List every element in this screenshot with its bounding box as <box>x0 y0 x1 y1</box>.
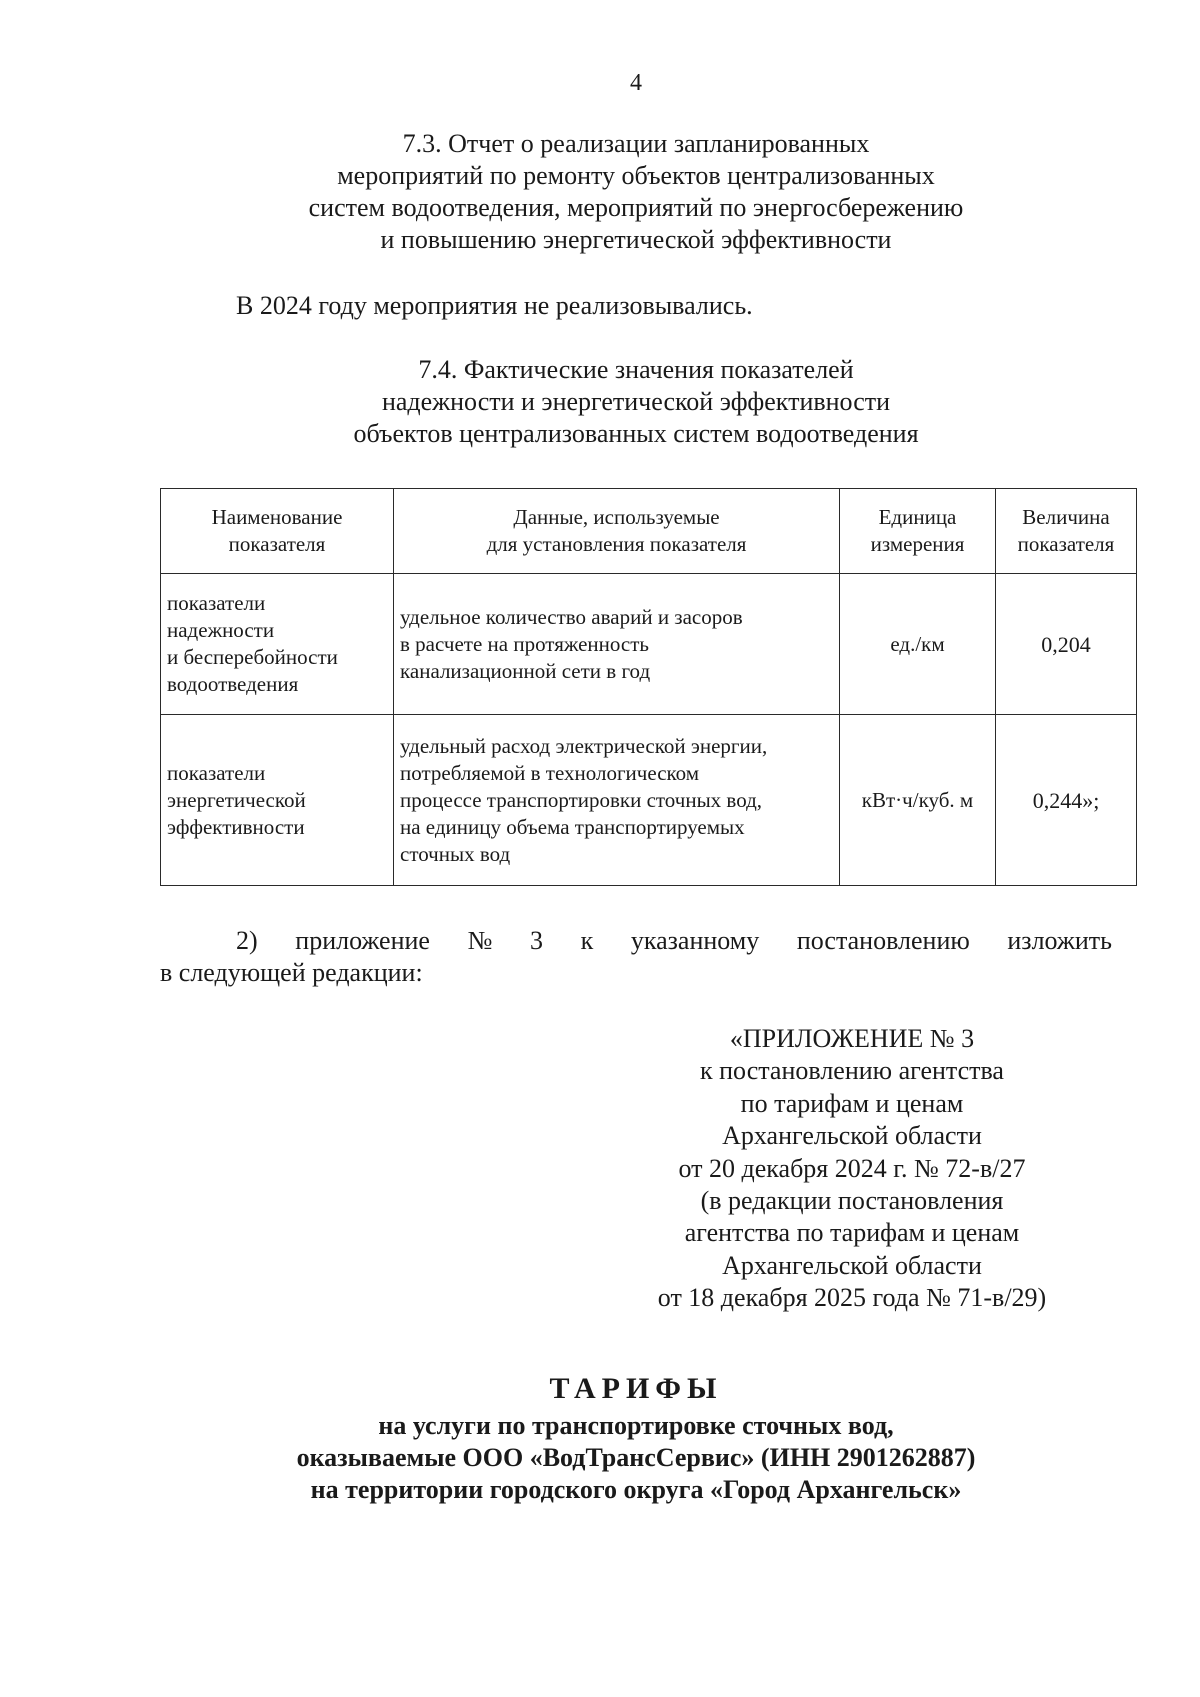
cell-value: 0,244»; <box>996 715 1137 886</box>
tariffs-line: на услуги по транспортировке сточных вод, <box>378 1411 894 1440</box>
appendix-line: «ПРИЛОЖЕНИЕ № 3 <box>729 1024 975 1053</box>
title-line: систем водоотведения, мероприятий по энергосбережению <box>308 193 964 222</box>
appendix-line: агентства по тарифам и ценам <box>684 1218 1020 1248</box>
item-2-word: 2) <box>236 926 258 955</box>
item-2-word: к <box>580 926 594 955</box>
table-row <box>161 715 1137 886</box>
header-value: Величина показателя <box>996 489 1137 574</box>
cell-indicator-data: удельное количество аварий и засоров в расчете на протяженность канализационной сети в год <box>394 574 840 715</box>
appendix-line: Архангельской области <box>722 1250 982 1280</box>
cell-unit: кВт·ч/куб. м <box>840 715 996 886</box>
table-header-row <box>161 489 1137 574</box>
appendix-line: (в редакции постановления <box>700 1186 1004 1216</box>
section-7-3-title <box>0 128 1200 256</box>
item-2-word: приложение <box>295 926 430 955</box>
title-line: 7.4. Фактические значения показателей <box>418 355 854 384</box>
section-7-3-text: В 2024 году мероприятия не реализовывались. <box>236 291 753 320</box>
item-2-line-2: в следующей редакции: <box>160 958 423 987</box>
page-number: 4 <box>630 70 642 96</box>
header-unit: Единица измерения <box>840 489 996 574</box>
appendix-line: по тарифам и ценам <box>740 1088 964 1118</box>
header-indicator-name: Наименование показателя <box>161 489 394 574</box>
title-line: мероприятий по ремонту объектов централизованных <box>337 161 935 190</box>
table-row <box>161 574 1137 715</box>
title-line: объектов централизованных систем водоотведения <box>353 419 919 448</box>
header-indicator-data: Данные, используемые для установления показателя <box>394 489 840 574</box>
item-2-word: постановлению <box>796 926 970 955</box>
indicators-table <box>160 488 1137 886</box>
item-2-word: № <box>467 926 493 955</box>
cell-indicator-name: показатели энергетической эффективности <box>161 715 394 886</box>
appendix-line: к постановлению агентства <box>700 1056 1004 1086</box>
cell-indicator-name: показатели надежности и бесперебойности водоотведения <box>161 574 394 715</box>
appendix-line: от 20 декабря 2024 г. № 72-в/27 <box>678 1153 1026 1183</box>
appendix-line: Архангельской области <box>722 1121 982 1151</box>
title-line: надежности и энергетической эффективности <box>381 387 891 416</box>
cell-indicator-data: удельный расход электрической энергии, потребляемой в технологическом процессе транспортировки сточных вод, на единицу объема транспортируемых сточных вод <box>394 715 840 886</box>
section-7-4-title <box>0 354 1200 450</box>
cell-value: 0,204 <box>996 574 1137 715</box>
title-line: 7.3. Отчет о реализации запланированных <box>402 129 870 158</box>
appendix-header <box>626 1023 1078 1315</box>
tariffs-title <box>0 1370 1200 1506</box>
item-2-word: изложить <box>1007 926 1112 955</box>
cell-unit: ед./км <box>840 574 996 715</box>
item-2-word: 3 <box>530 926 543 955</box>
appendix-line: от 18 декабря 2025 года № 71-в/29) <box>657 1283 1047 1313</box>
tariffs-line: на территории городского округа «Город Архангельск» <box>310 1475 962 1504</box>
tariffs-line: оказываемые ООО «ВодТрансСервис» (ИНН 2901262887) <box>296 1443 976 1472</box>
item-2-line-1 <box>160 925 1112 957</box>
tariffs-heading: ТАРИФЫ <box>549 1372 723 1405</box>
item-2-word: указанному <box>630 926 760 955</box>
title-line: и повышению энергетической эффективности <box>380 225 892 254</box>
item-2-paragraph <box>160 925 1112 989</box>
